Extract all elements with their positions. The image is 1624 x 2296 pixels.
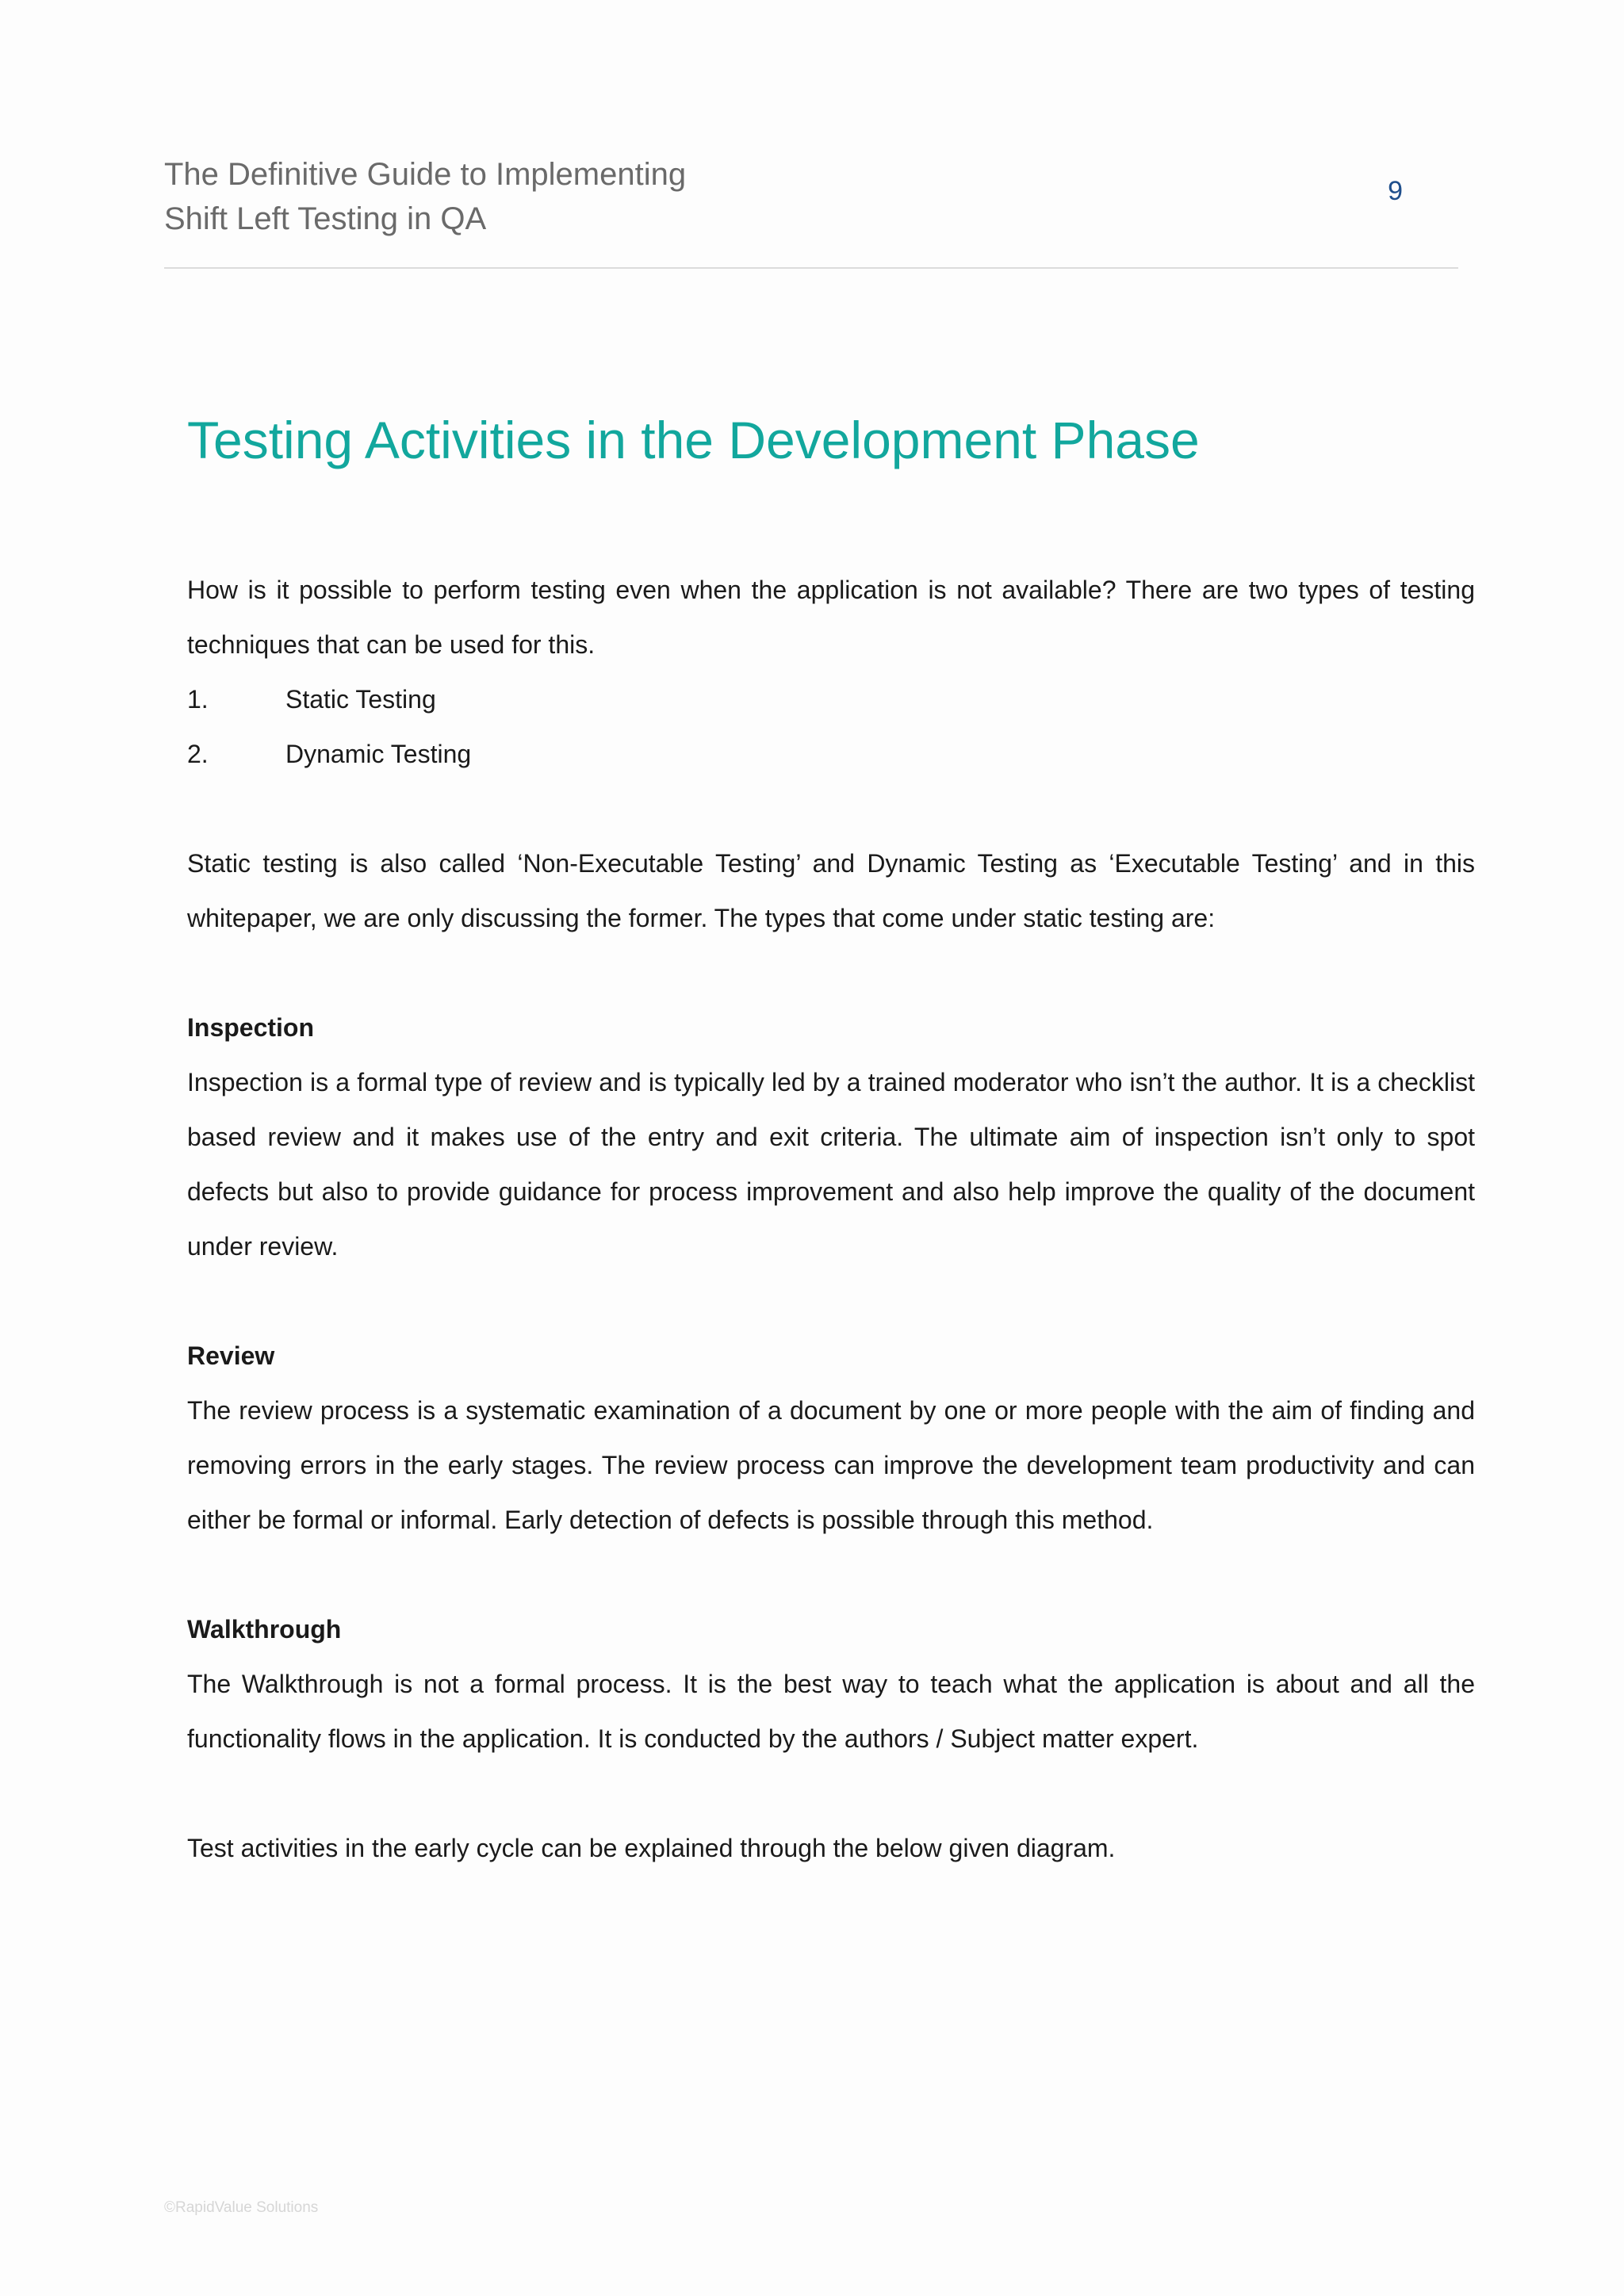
page-content <box>187 396 1475 1876</box>
list-item-label: Static Testing <box>285 685 436 714</box>
review-paragraph: The review process is a systematic examination of a document by one or more people with the aim of finding and removing errors in the early stages. The review process can improve the development team productivity and can either be formal or informal. Early detection of defects is possible through this method. <box>187 1396 1475 1534</box>
document-title-line2: Shift Left Testing in QA <box>164 201 487 236</box>
list-item-number: 2. <box>187 740 209 768</box>
page-header <box>164 152 1458 269</box>
list-item <box>187 727 1475 782</box>
walkthrough-heading: Walkthrough <box>187 1615 342 1644</box>
walkthrough-paragraph: The Walkthrough is not a formal process. It is the best way to teach what the application is about and all the functionality flows in the application. It is conducted by the authors / Subject matter expert. <box>187 1670 1475 1753</box>
page-number: 9 <box>1388 176 1403 206</box>
document-title <box>164 152 1458 241</box>
intro-paragraph: How is it possible to perform testing even when the application is not available? There are two types of testing techniques that can be used for this. <box>187 576 1475 659</box>
inspection-paragraph: Inspection is a formal type of review and is typically led by a trained moderator who isn’t the author. It is a checklist based review and it makes use of the entry and exit criteria. The ultimate aim of inspection isn’t only to spot defects but also to provide guidance for process improvement and also help improve the quality of the document under review. <box>187 1068 1475 1261</box>
list-item-number: 1. <box>187 685 209 714</box>
closing-paragraph: Test activities in the early cycle can be explained through the below given diagram. <box>187 1834 1116 1862</box>
document-title-line1: The Definitive Guide to Implementing <box>164 157 687 192</box>
inspection-heading: Inspection <box>187 1013 315 1042</box>
section-title: Testing Activities in the Development Phase <box>187 411 1200 469</box>
static-testing-paragraph: Static testing is also called ‘Non-Executable Testing’ and Dynamic Testing as ‘Executable Testing’ and in this whitepaper, we are only discussing the former. The types that come under static testing are: <box>187 849 1475 932</box>
list-item <box>187 672 1475 727</box>
copyright-footer: ©RapidValue Solutions <box>164 2199 319 2216</box>
testing-types-list <box>187 672 1475 782</box>
review-heading: Review <box>187 1341 275 1370</box>
list-item-label: Dynamic Testing <box>285 740 472 768</box>
